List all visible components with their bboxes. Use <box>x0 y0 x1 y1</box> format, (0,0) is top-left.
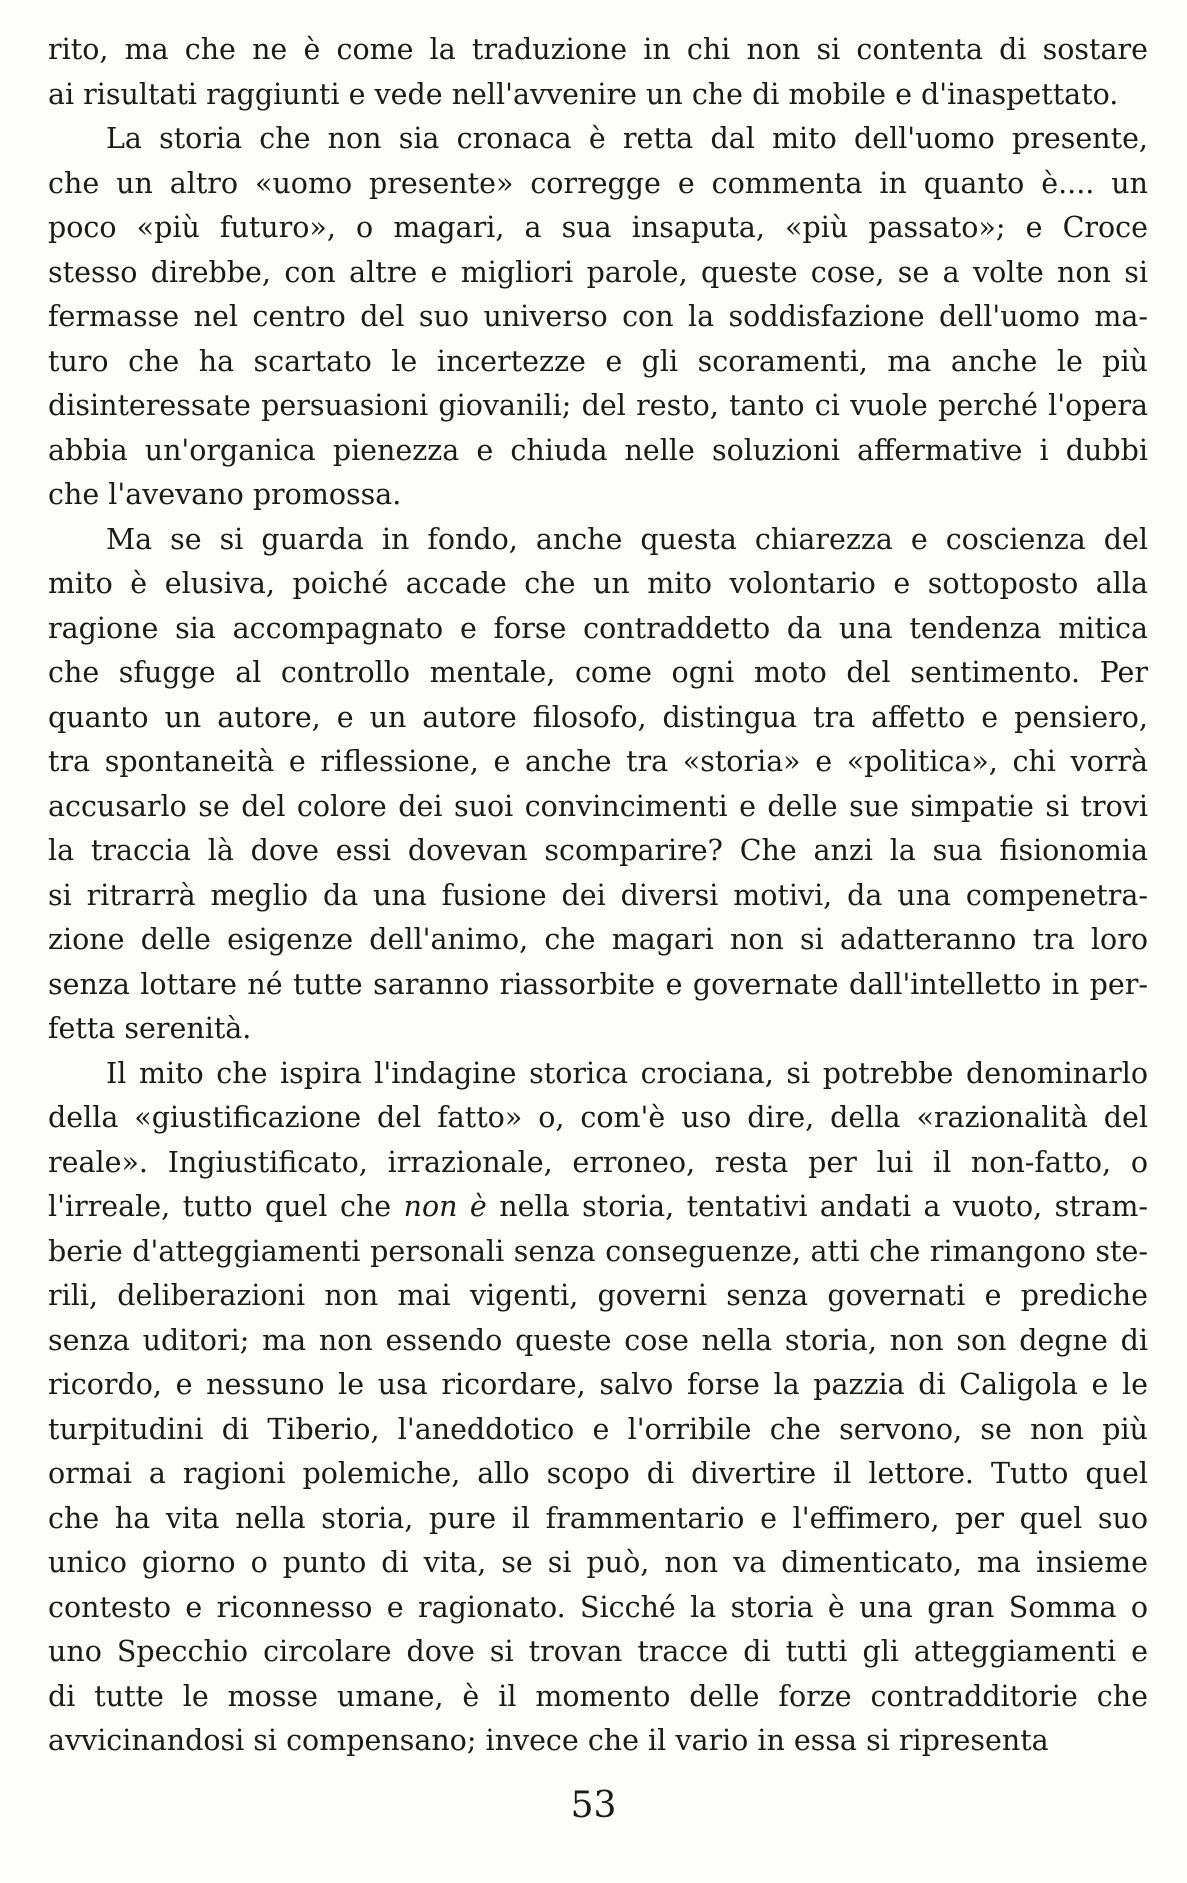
text-line: turpitudini di Tiberio, l'aneddotico e l'orribile che servono, se non più <box>48 1412 1148 1446</box>
text-line: contesto e riconnesso e ragionato. Sicché la storia è una gran Somma o <box>48 1590 1148 1624</box>
text-line: che un altro «uomo presente» corregge e commenta in quanto è.... un <box>48 166 1148 200</box>
text-line: quanto un autore, e un autore filosofo, distingua tra affetto e pensiero, <box>48 700 1148 734</box>
text-line: ormai a ragioni polemiche, allo scopo di divertire il lettore. Tutto quel <box>48 1457 1148 1490</box>
text-line: La storia che non sia cronaca è retta dal mito dell'uomo presente, <box>106 122 1148 155</box>
text-line: ai risultati raggiunti e vede nell'avvenire un che di mobile e d'inaspettato. <box>48 77 1119 111</box>
text-line: fermasse nel centro del suo universo con la soddisfazione dell'uomo ma- <box>48 300 1148 333</box>
text-line: reale». Ingiustificato, irrazionale, erroneo, resta per lui il non-fatto, o <box>48 1145 1148 1179</box>
text-line: che sfugge al controllo mentale, come ogni moto del sentimento. Per <box>48 656 1148 689</box>
text-line: fetta serenità. <box>48 1012 252 1045</box>
text-line: zione delle esigenze dell'animo, che magari non si adatteranno tra loro <box>48 923 1148 956</box>
text-line: si ritrarrà meglio da una fusione dei diversi motivi, da una compenetra- <box>48 878 1148 912</box>
text-line: senza lottare né tutte saranno riassorbite e governate dall'intelletto in per- <box>48 967 1148 1001</box>
text-line: l'irreale, tutto quel che non è nella storia, tentativi andati a vuoto, stram- <box>48 1190 1149 1223</box>
text-line: di tutte le mosse umane, è il momento delle forze contradditorie che <box>48 1679 1148 1713</box>
text-line: mito è elusiva, poiché accade che un mito volontario e sottoposto alla <box>48 567 1148 600</box>
text-line: ricordo, e nessuno le usa ricordare, salvo forse la pazzia di Caligola e le <box>48 1368 1148 1401</box>
text-line: Il mito che ispira l'indagine storica crociana, si potrebbe denominarlo <box>106 1056 1148 1090</box>
text-line: abbia un'organica pienezza e chiuda nelle soluzioni affermative i dubbi <box>48 433 1148 467</box>
text-line: unico giorno o punto di vita, se si può, non va dimenticato, ma insieme <box>48 1546 1148 1579</box>
text-line: della «giustificazione del fatto» o, com'è uso dire, della «razionalità del <box>48 1101 1148 1134</box>
text-line: uno Specchio circolare dove si trovan tracce di tutti gli atteggiamenti e <box>48 1635 1148 1668</box>
text-line: stesso direbbe, con altre e migliori parole, queste cose, se a volte non si <box>48 255 1148 289</box>
text-line: tra spontaneità e riflessione, e anche tra «storia» e «politica», chi vorrà <box>48 745 1148 778</box>
text-line: Ma se si guarda in fondo, anche questa chiarezza e coscienza del <box>106 522 1148 556</box>
text-line: rili, deliberazioni non mai vigenti, governi senza governati e prediche <box>48 1279 1148 1312</box>
text-line: berie d'atteggiamenti personali senza conseguenze, atti che rimangono ste- <box>48 1234 1148 1268</box>
text-line: ragione sia accompagnato e forse contraddetto da una tendenza mitica <box>48 611 1148 645</box>
text-line: poco «più futuro», o magari, a sua insaputa, «più passato»; e Croce <box>48 211 1148 244</box>
text-line: la traccia là dove essi dovevan scomparire? Che anzi la sua fisionomia <box>48 834 1148 867</box>
text-line: turo che ha scartato le incertezze e gli scoramenti, ma anche le più <box>48 344 1148 378</box>
text-line: rito, ma che ne è come la traduzione in chi non si contenta di sostare <box>48 33 1148 66</box>
text-line: avvicinandosi si compensano; invece che il vario in essa si ripresenta <box>48 1724 1049 1757</box>
text-line: accusarlo se del colore dei suoi convincimenti e delle sue simpatie si trovi <box>48 789 1148 823</box>
body-text <box>48 28 1148 1764</box>
text-line: che l'avevano promossa. <box>48 478 402 511</box>
text-line: senza uditori; ma non essendo queste cose nella storia, non son degne di <box>48 1323 1148 1357</box>
text-line: disinteressate persuasioni giovanili; del resto, tanto ci vuole perché l'opera <box>48 389 1148 422</box>
page-number: 53 <box>570 1785 617 1826</box>
text-line: che ha vita nella storia, pure il frammentario e l'effimero, per quel suo <box>48 1501 1148 1535</box>
